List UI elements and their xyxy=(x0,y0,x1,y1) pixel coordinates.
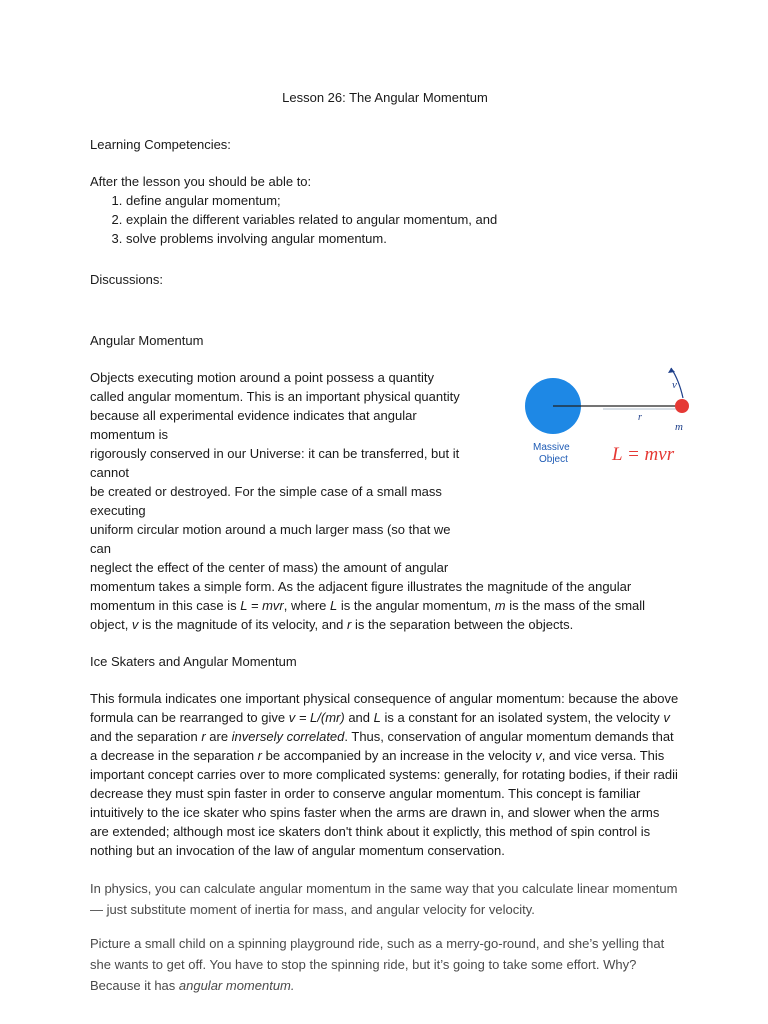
para-text: be accompanied by an increase in the velocity xyxy=(262,748,536,763)
massive-label: Massive xyxy=(533,442,570,453)
variable-text: L xyxy=(373,710,381,725)
linear-momentum-paragraph: In physics, you can calculate angular momentum in the same way that you calculate linear momentum — just substitute moment of inertia for mass, and angular velocity for velocity. xyxy=(90,881,678,917)
objective-item: 1. define angular momentum; xyxy=(126,191,680,210)
lesson-title: Lesson 26: The Angular Momentum xyxy=(282,90,488,105)
para-text: , and vice versa. This important concept carries over to more complicated systems: generally, for rotating bodies, if their radii decrease they must spin faster in order to conserve angular momentum. This concept is familiar intuitively to the ice skater who spins faster when the arms are drawn in, and slower when the arms are extended; although most ice skaters don't think about it explictly, this method of spin control is nothing but an invocation of the law of angular momentum conservation. xyxy=(90,748,678,858)
ice-skaters-heading: Ice Skaters and Angular Momentum xyxy=(90,654,297,669)
variable-text: v xyxy=(663,710,670,725)
object-label: Object xyxy=(539,454,568,465)
competencies-heading: Learning Competencies: xyxy=(90,137,231,152)
discussions-heading: Discussions: xyxy=(90,272,163,287)
para-text: and xyxy=(344,710,374,725)
objective-item: 2. explain the different variables related to angular momentum, and xyxy=(126,210,680,229)
formula-label: L = mvr xyxy=(612,444,675,465)
para-text: is the mass of the small object, xyxy=(90,598,646,632)
para-line: be created or destroyed. For the simple case of a small mass executing xyxy=(90,484,442,518)
para-text: and the separation xyxy=(90,729,202,744)
para-text: Picture a small child on a spinning playground ride, such as a merry-go-round, and she’s yelling that she wants to get off. You have to stop the spinning ride, but it’s going to take some effort. Why? Because it has xyxy=(90,936,665,993)
ice-skaters-paragraph xyxy=(90,689,680,860)
para-text: , where xyxy=(283,598,330,613)
angular-momentum-heading: Angular Momentum xyxy=(90,333,204,348)
emphasis-text: angular momentum. xyxy=(178,978,295,993)
document-page xyxy=(90,88,683,1009)
m-label: m xyxy=(675,421,683,433)
para-text: is a constant for an isolated system, the velocity xyxy=(380,710,664,725)
variable-text: r xyxy=(257,748,263,763)
r-label: r xyxy=(638,412,642,423)
para-text: is the separation between the objects. xyxy=(351,617,574,632)
formula-text: v = L/(mr) xyxy=(288,710,345,725)
para-text: is the angular momentum, xyxy=(337,598,495,613)
objective-item: 3. solve problems involving angular momentum. xyxy=(126,229,680,248)
para-text: are xyxy=(205,729,232,744)
variable-text: L xyxy=(330,598,338,613)
variable-text: m xyxy=(494,598,506,613)
para-text: This formula indicates one important physical consequence of angular momentum: because the above formula can be rearranged to give xyxy=(90,691,679,725)
para-line: called angular momentum. This is an important physical quantity xyxy=(90,389,460,404)
variable-text: v xyxy=(535,748,542,763)
para-line: rigorously conserved in our Universe: it can be transferred, but it cannot xyxy=(90,446,460,480)
variable-text: v xyxy=(131,617,139,632)
objectives-list xyxy=(90,191,680,248)
variable-text: r xyxy=(347,617,352,632)
merry-go-round-paragraph xyxy=(90,933,680,996)
para-line: because all experimental evidence indicates that angular momentum is xyxy=(90,408,417,442)
para-line: neglect the effect of the center of mass) the amount of angular xyxy=(90,560,449,575)
para-line: Objects executing motion around a point possess a quantity xyxy=(90,370,434,385)
v-label: v xyxy=(672,379,677,391)
formula-text: L = mvr xyxy=(240,598,284,613)
para-text: . Thus, conservation of angular momentum demands that a decrease in the separation xyxy=(90,729,674,763)
emphasis-text: inversely correlated xyxy=(231,729,345,744)
variable-text: r xyxy=(201,729,206,744)
para-text: is the magnitude of its velocity, and xyxy=(138,617,348,632)
angular-momentum-figure xyxy=(525,368,683,468)
after-lesson-text: After the lesson you should be able to: xyxy=(90,174,312,189)
small-mass-circle xyxy=(675,399,689,413)
para-line: uniform circular motion around a much larger mass (so that we can xyxy=(90,522,451,556)
para-text: momentum takes a simple form. As the adjacent figure illustrates the magnitude of the angular momentum in this case is xyxy=(90,579,632,613)
